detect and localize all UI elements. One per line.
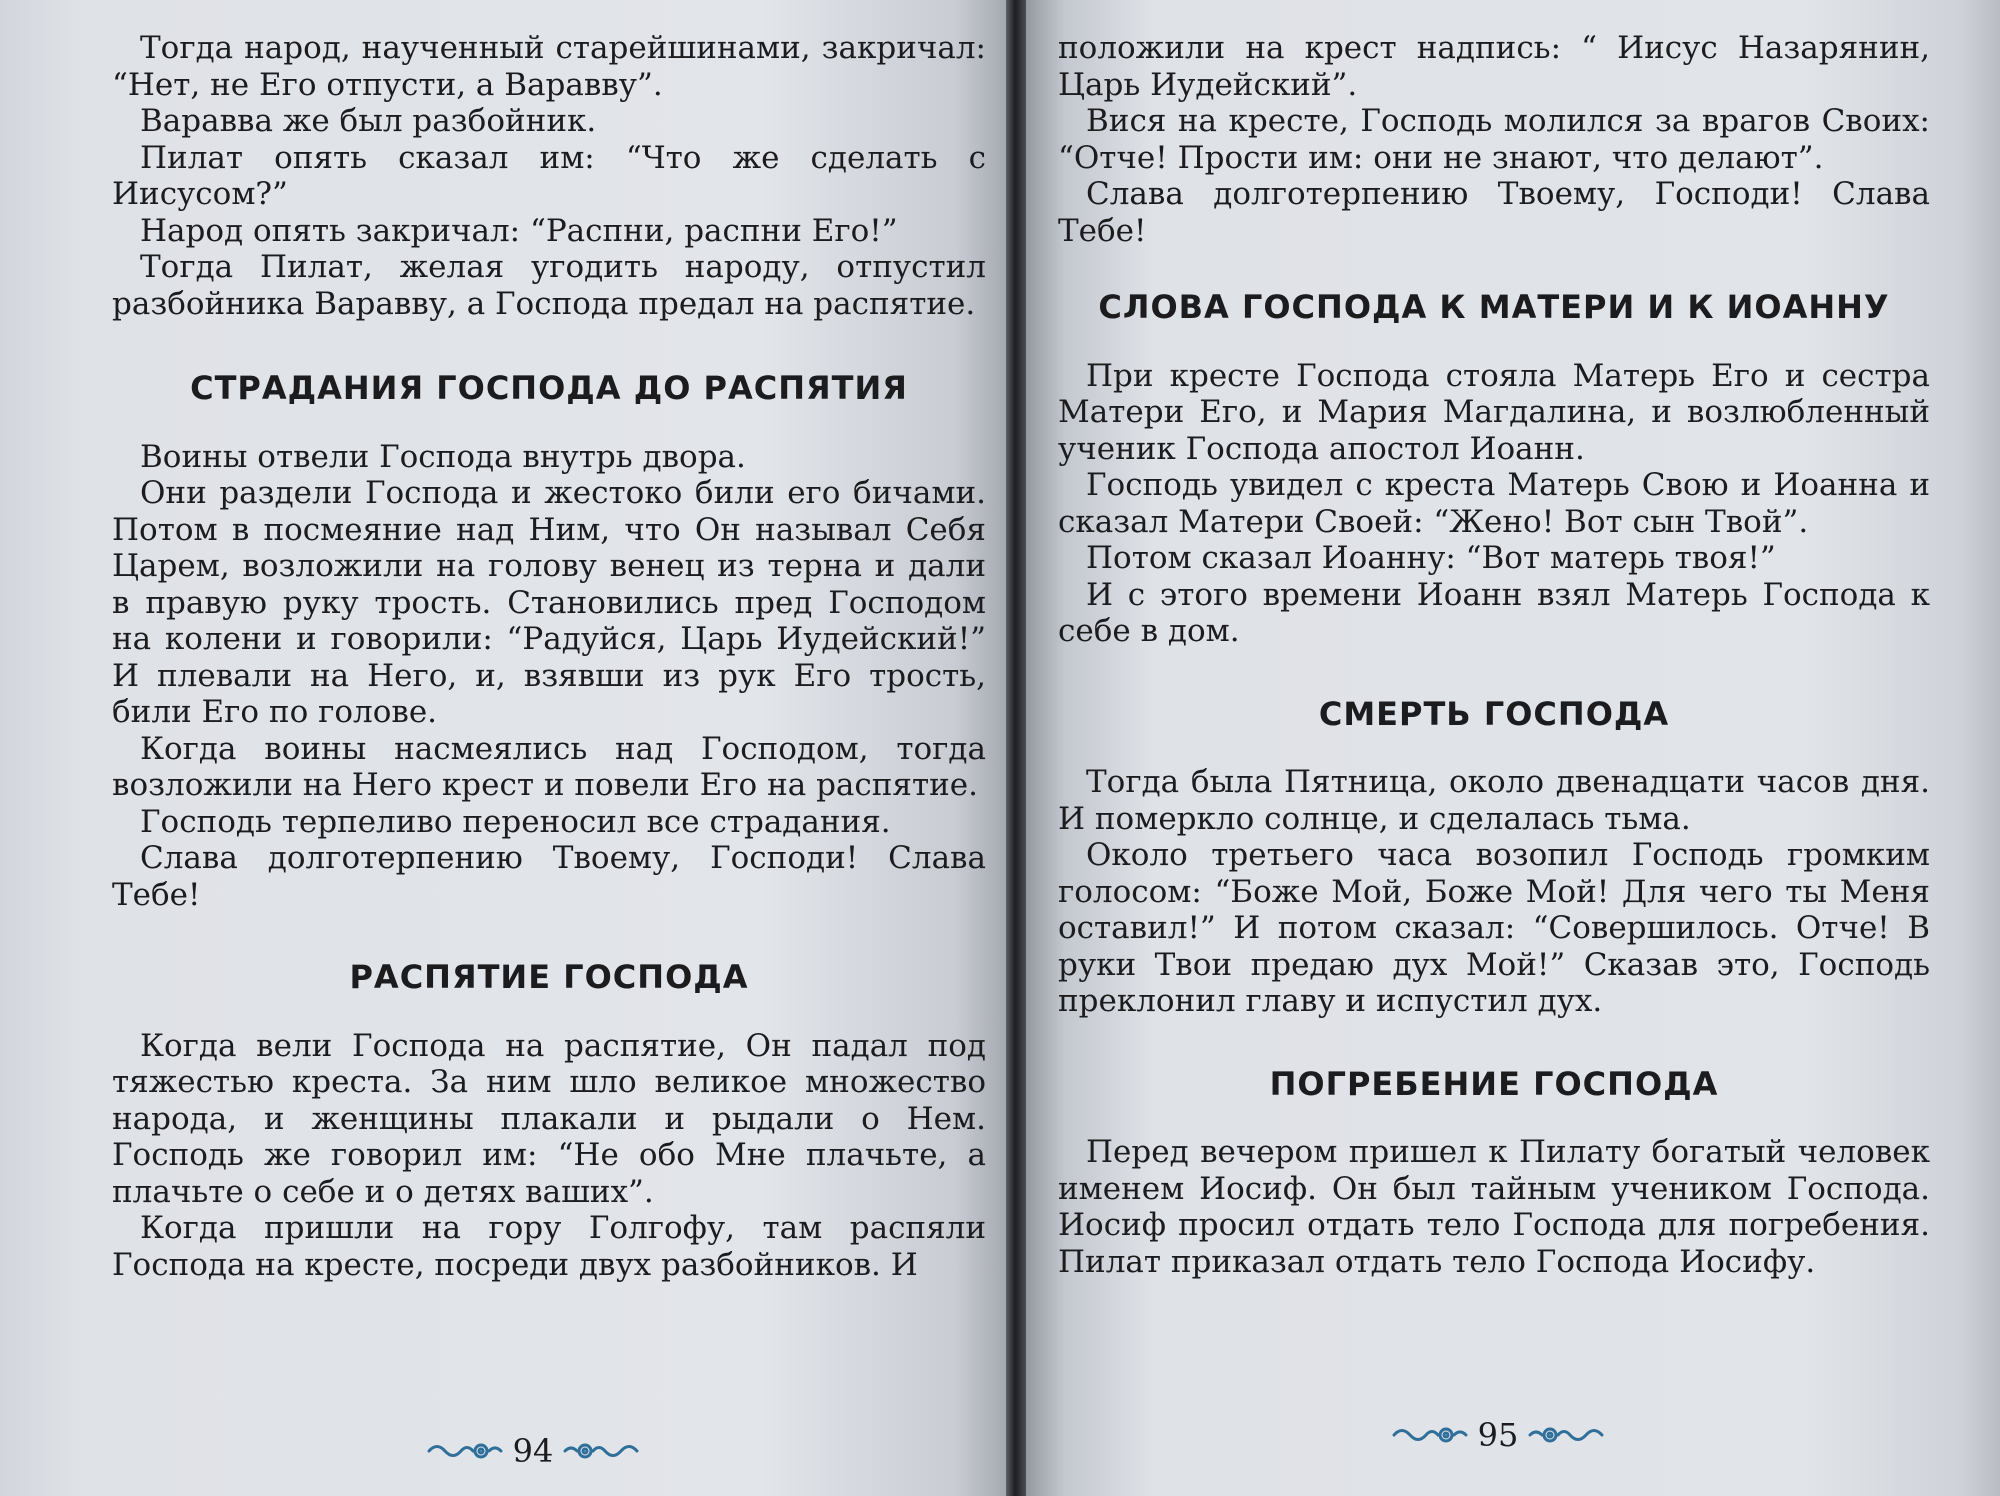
paragraph: Пилат опять сказал им: “Что же сделать с Иисусом?”	[112, 139, 986, 212]
section-heading: СМЕРТЬ ГОСПОДА	[1318, 694, 1670, 733]
paragraph: Слава долготерпению Твоему, Господи! Слава Тебе!	[1058, 176, 1930, 249]
paragraph: Около третьего часа возопил Господь громким голосом: “Боже Мой, Боже Мой! Для чего ты Меня оставил!” И потом сказал: “Совершилось. Отче! В руки Твои предаю дух Мой!” Сказав это, Господь преклонил главу и испустил дух.	[1058, 837, 1930, 1019]
paragraph: Воины отвели Господа внутрь двора.	[140, 438, 746, 475]
paragraph: Тогда Пилат, желая угодить народу, отпустил разбойника Варавву, а Господа предал на распятие.	[112, 249, 986, 322]
paragraph: Господь терпеливо переносил все страдания.	[140, 803, 891, 840]
section-heading: СЛОВА ГОСПОДА К МАТЕРИ И К ИОАННУ	[1098, 288, 1890, 326]
book-spine-gutter	[1006, 0, 1026, 1496]
section-heading: СТРАДАНИЯ ГОСПОДА ДО РАСПЯТИЯ	[190, 369, 908, 407]
paragraph: Когда воины насмеялись над Господом, тогда возложили на Него крест и повели Его на распятие.	[112, 730, 986, 803]
page-number-footer	[1016, 1416, 2000, 1454]
paragraph: Народ опять закричал: “Распни, распни Его!”	[140, 212, 898, 249]
paragraph: положили на крест надпись: “ Иисус Назарянин, Царь Иудейский”.	[1058, 30, 1930, 103]
section-heading: РАСПЯТИЕ ГОСПОДА	[349, 958, 749, 996]
page-number-footer	[0, 1432, 1016, 1470]
right-page	[1016, 0, 2000, 1496]
section-heading: ПОГРЕБЕНИЕ ГОСПОДА	[1269, 1064, 1719, 1103]
paragraph: Перед вечером пришел к Пилату богатый человек именем Иосиф. Он был тайным учеником Господа. Иосиф просил отдать тело Господа для погребения. Пилат приказал отдать тело Господа Иосифу.	[1058, 1134, 1930, 1280]
paragraph: Тогда народ, наученный старейшинами, закричал: “Нет, не Его отпусти, а Варавву”.	[112, 30, 986, 103]
paragraph: Когда вели Господа на распятие, Он падал под тяжестью креста. За ним шло великое множество народа, и женщины плакали и рыдали о Нем. Господь же говорил им: “Не обо Мне плачьте, а плачьте о себе и о детях ваших”.	[112, 1027, 986, 1210]
paragraph: При кресте Господа стояла Матерь Его и сестра Матери Его, и Мария Магдалина, и возлюбленный ученик Господа апостол Иоанн.	[1058, 357, 1930, 467]
left-page-text	[112, 30, 986, 1283]
page-number: 95	[1477, 1416, 1519, 1454]
page-number: 94	[512, 1432, 554, 1470]
right-page-text	[1058, 30, 1930, 1280]
paragraph: Господь увидел с креста Матерь Свою и Иоанна и сказал Матери Своей: “Жено! Вот сын Твой”.	[1058, 467, 1930, 540]
paragraph: Когда пришли на гору Голгофу, там распяли Господа на кресте, посреди двух разбойников. И	[112, 1210, 986, 1283]
swirl-ornament-icon	[1528, 1422, 1606, 1448]
paragraph: Слава долготерпению Твоему, Господи! Слава Тебе!	[112, 840, 986, 913]
swirl-ornament-icon	[425, 1438, 503, 1464]
paragraph: Вися на кресте, Господь молился за врагов Своих: “Отче! Прости им: они не знают, что делают”.	[1058, 103, 1930, 176]
paragraph: И с этого времени Иоанн взял Матерь Господа к себе в дом.	[1058, 576, 1930, 649]
paragraph: Варавва же был разбойник.	[140, 103, 597, 139]
paragraph: Они раздели Господа и жестоко били его бичами. Потом в посмеяние над Ним, что Он называл Себя Царем, возложили на голову венец из терна и дали в правую руку трость. Становились пред Господом на колени и говорили: “Радуйся, Царь Иудейский!” И плевали на Него, и, взявши из рук Его трость, били Его по голове.	[112, 475, 986, 730]
swirl-ornament-icon	[1390, 1422, 1468, 1448]
paragraph: Тогда была Пятница, около двенадцати часов дня. И померкло солнце, и сделалась тьма.	[1058, 764, 1930, 837]
paragraph: Потом сказал Иоанну: “Вот матерь твоя!”	[1086, 540, 1776, 576]
swirl-ornament-icon	[563, 1438, 641, 1464]
